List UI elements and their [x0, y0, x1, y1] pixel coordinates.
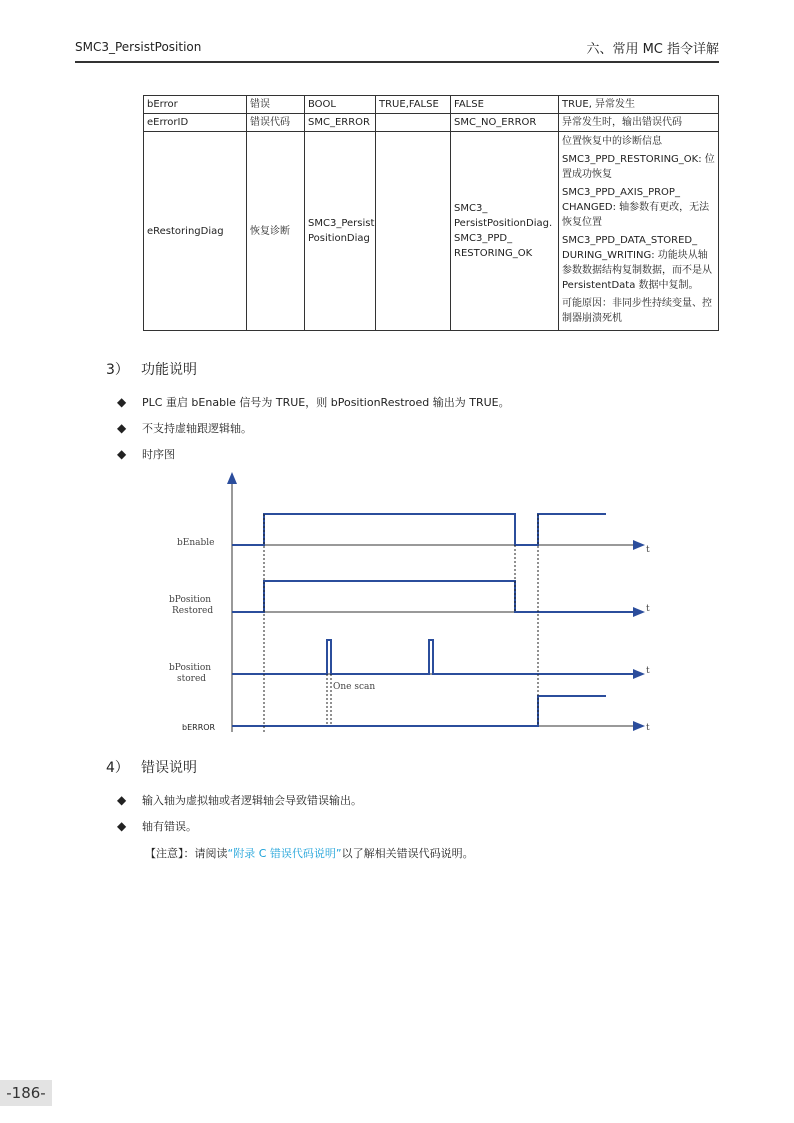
diamond-bullet-icon: ◆: [117, 447, 127, 461]
one-scan-label: One scan: [333, 682, 376, 692]
section-title-error: [106, 757, 197, 777]
diamond-bullet-icon: ◆: [117, 793, 127, 807]
signal-bposition-stored: [232, 640, 635, 674]
list-item-text: 不支持虚轴跟逻辑轴。: [142, 422, 252, 435]
diag-line: 可能原因：非同步性持续变量、控制器崩溃死机: [562, 298, 712, 324]
table-cell: bError: [144, 96, 247, 114]
section-heading: 功能说明: [141, 362, 197, 378]
list-item: [117, 792, 362, 808]
t-label: t: [646, 666, 650, 676]
list-item-text: 输入轴为虚拟轴或者逻辑轴会导致错误输出。: [142, 794, 362, 807]
diamond-bullet-icon: ◆: [117, 395, 127, 409]
note-suffix: 以了解相关错误代码说明。: [341, 847, 474, 860]
table-row: [144, 132, 719, 331]
table-cell: eRestoringDiag: [144, 132, 247, 331]
list-item: [117, 446, 175, 462]
list-item-text: 时序图: [142, 448, 175, 461]
table-cell: 异常发生时，输出错误代码: [559, 114, 719, 132]
section-number: 3）: [106, 362, 129, 378]
appendix-link[interactable]: “附录 C 错误代码说明”: [227, 847, 342, 860]
section-title-function: [106, 359, 197, 379]
list-item-text: 轴有错误。: [142, 820, 197, 833]
t-label: t: [646, 545, 650, 555]
table-cell: FALSE: [451, 96, 559, 114]
diag-line: SMC3_PPD_AXIS_PROP_ CHANGED: 轴参数有更改，无法恢复位置: [562, 187, 710, 228]
header-chapter: 六、常用 MC 指令详解: [586, 42, 719, 57]
section-number: 4）: [106, 760, 129, 776]
table-cell: [376, 114, 451, 132]
label-berror: bERROR: [182, 723, 216, 732]
list-item: [117, 394, 510, 410]
signal-bposition-restored: [232, 581, 635, 612]
list-item: [117, 420, 252, 436]
list-item-text: PLC 重启 bEnable 信号为 TRUE，则 bPositionRestroed 输出为 TRUE。: [142, 396, 510, 409]
label-restored: Restored: [172, 606, 214, 616]
header-divider: [75, 61, 719, 63]
diamond-bullet-icon: ◆: [117, 819, 127, 833]
table-cell: [376, 132, 451, 331]
table-row: [144, 114, 719, 132]
table-cell: eErrorID: [144, 114, 247, 132]
label-stored: stored: [177, 674, 207, 684]
signal-berror: [232, 696, 606, 726]
header-title: SMC3_PersistPosition: [75, 40, 202, 54]
parameter-table: [143, 95, 719, 331]
table-cell: TRUE,FALSE: [376, 96, 451, 114]
diag-line: SMC3_PPD_DATA_STORED_ DURING_WRITING: 功能块从轴参数数据结构复制数据，而不是从 PersistentData 数据中复制。: [562, 235, 712, 291]
t-label: t: [646, 723, 650, 733]
label-bposition: bPosition: [169, 663, 212, 673]
list-item: [117, 818, 197, 834]
section-heading: 错误说明: [141, 760, 197, 776]
table-cell-description: [559, 132, 719, 331]
note-paragraph: [145, 845, 474, 861]
t-axis-arrow-icon: [633, 540, 645, 550]
signal-benable: [232, 514, 606, 545]
y-axis-arrow-icon: [227, 472, 237, 484]
diamond-bullet-icon: ◆: [117, 421, 127, 435]
table-cell: BOOL: [305, 96, 376, 114]
table-cell: SMC_NO_ERROR: [451, 114, 559, 132]
table-cell: 错误代码: [247, 114, 305, 132]
table-cell: SMC3_Persist PositionDiag: [305, 132, 376, 331]
table-cell: 错误: [247, 96, 305, 114]
table-cell: TRUE, 异常发生: [559, 96, 719, 114]
t-axis-arrow-icon: [633, 721, 645, 731]
table-row: [144, 96, 719, 114]
diag-line: SMC3_PPD_RESTORING_OK: 位置成功恢复: [562, 154, 715, 180]
diag-line: 位置恢复中的诊断信息: [562, 136, 662, 147]
table-cell: SMC3_ PersistPositionDiag. SMC3_PPD_ RESTORING_OK: [451, 132, 559, 331]
page-header: [75, 38, 719, 62]
t-label: t: [646, 604, 650, 614]
note-prefix: 【注意】：请阅读: [145, 847, 228, 860]
table-cell: SMC_ERROR: [305, 114, 376, 132]
page-number: -186-: [0, 1080, 52, 1106]
label-bposition: bPosition: [169, 595, 212, 605]
timing-diagram: [160, 468, 660, 738]
label-benable: bEnable: [177, 538, 215, 548]
table-cell: 恢复诊断: [247, 132, 305, 331]
